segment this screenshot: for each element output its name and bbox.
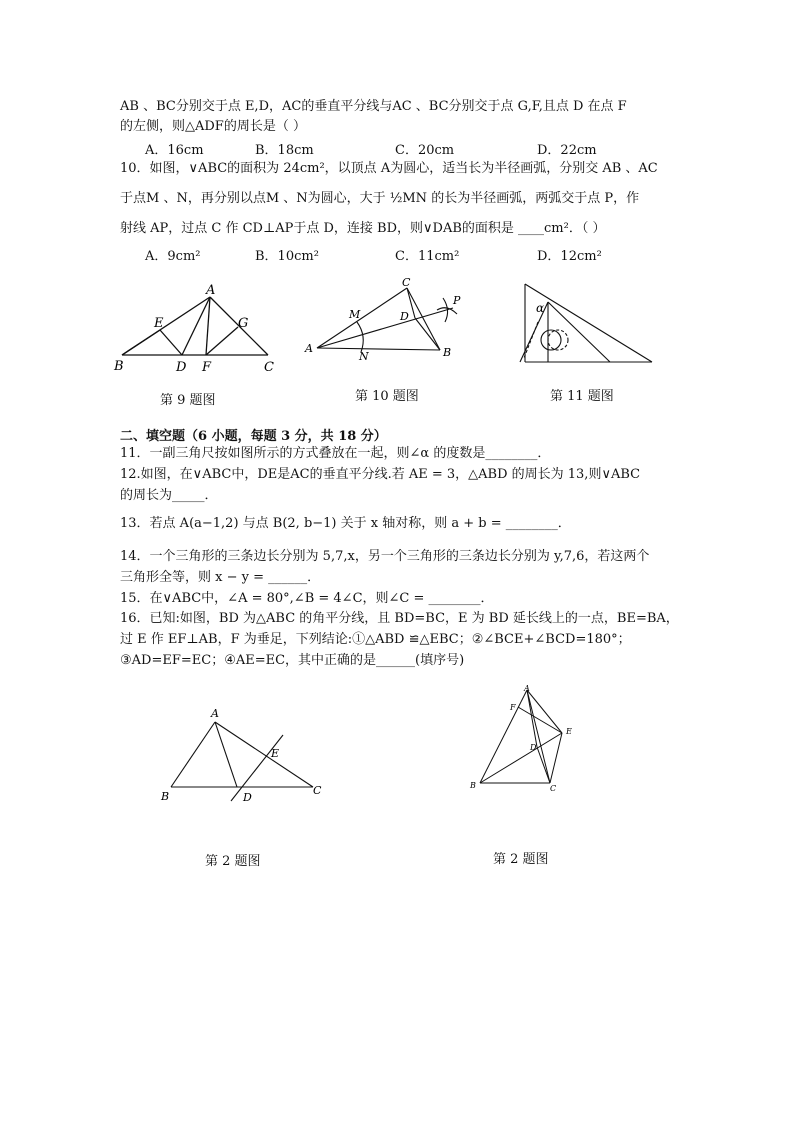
q16-text-line1: 16．已知:如图，BD 为△ABC 的角平分线，且 BD=BC，E 为 BD 延长线上的一点，BE=BA， xyxy=(120,611,679,626)
fig10-caption: 第 10 题图 xyxy=(355,389,419,404)
figL-label-d: D xyxy=(243,791,252,804)
q15-text: 15．在∨ABC中，∠A = 80°,∠B = 4∠C，则∠C = ________． xyxy=(120,591,494,606)
q9-option-b: B．18cm xyxy=(255,143,314,158)
figure-left-bottom xyxy=(155,705,335,815)
q16-text-line2: 过 E 作 EF⊥AB，F 为垂足，下列结论:①△ABD ≌△EBC；②∠BCE+∠BCD=180°； xyxy=(120,632,631,647)
fig11-caption: 第 11 题图 xyxy=(550,389,614,404)
figure-9 xyxy=(110,285,280,380)
fig10-label-a: A xyxy=(305,342,313,355)
q10-option-b: B．10cm² xyxy=(255,249,319,264)
q9-text-line1: AB 、BC分别交于点 E,D，AC的垂直平分线与AC 、BC分别交于点 G,F,且点 D 在点 F xyxy=(120,99,627,114)
figL-label-e: E xyxy=(271,747,280,760)
section-2-heading: 二、填空题（6 小题，每题 3 分，共 18 分） xyxy=(120,429,387,444)
q10-text-line3: 射线 AP，过点 C 作 CD⊥AP于点 D，连接 BD，则∨DAB的面积是 ____cm²．（ ） xyxy=(120,221,606,236)
q14-text-line1: 14．一个三角形的三条边长分别为 5,7,x，另一个三角形的三条边长分别为 y,7,6，若这两个 xyxy=(120,549,650,564)
fig9-label-d: D xyxy=(176,360,187,375)
figR-label-b: B xyxy=(470,781,476,790)
fig9-label-b: B xyxy=(114,359,124,374)
fig10-label-c: C xyxy=(402,276,411,289)
figR-label-e: E xyxy=(566,727,572,736)
figR-label-d: D xyxy=(530,743,537,752)
q10-text-line2: 于点M 、N，再分别以点M 、N为圆心，大于 ½MN 的长为半径画弧，两弧交于点 P，作 xyxy=(120,191,640,206)
figL-label-c: C xyxy=(313,784,322,797)
figure-10 xyxy=(305,276,470,365)
fig10-label-m: M xyxy=(349,308,361,321)
q12-text-line1: 12.如图，在∨ABC中，DE是AC的垂直平分线.若 AE = 3，△ABD 的周长为 13,则∨ABC xyxy=(120,467,641,482)
figR-label-a: A xyxy=(524,684,530,693)
fig9-label-c: C xyxy=(264,360,274,375)
fig10-label-d: D xyxy=(400,310,409,323)
q13-text: 13．若点 A(a−1,2) 与点 B(2, b−1) 关于 x 轴对称，则 a + b = ________． xyxy=(120,516,571,531)
fig11-label-alpha: α xyxy=(536,301,545,315)
figure-right-bottom xyxy=(462,682,592,802)
q12-text-line2: 的周长为_____． xyxy=(120,488,218,503)
q9-option-a: A．16cm xyxy=(145,143,204,158)
fig10-label-b: B xyxy=(443,346,452,359)
fig9-label-g: G xyxy=(238,316,249,331)
figR-label-f: F xyxy=(510,703,516,712)
q9-text-line2: 的左侧，则△ADF的周长是（ ） xyxy=(120,119,306,134)
q10-text-line1: 10．如图，∨ABC的面积为 24cm²，以顶点 A为圆心，适当长为半径画弧，分别交 AB 、AC xyxy=(120,161,658,176)
fig9-caption: 第 9 题图 xyxy=(160,393,216,408)
fig9-label-a: A xyxy=(206,283,216,298)
figure-11 xyxy=(510,280,660,370)
q10-option-a: A．9cm² xyxy=(145,249,201,264)
q10-option-c: C．11cm² xyxy=(395,249,460,264)
figL-label-b: B xyxy=(161,790,170,803)
q16-text-line3: ③AD=EF=EC；④AE=EC，其中正确的是______(填序号) xyxy=(120,653,465,668)
fig10-label-n: N xyxy=(359,350,369,363)
q9-option-d: D．22cm xyxy=(537,143,597,158)
q14-text-line2: 三角形全等，则 x − y = ______． xyxy=(120,570,321,585)
fig9-label-e: E xyxy=(154,316,164,331)
q10-option-d: D．12cm² xyxy=(537,249,602,264)
fig10-label-p: P xyxy=(453,294,461,307)
figL-caption: 第 2 题图 xyxy=(205,854,261,869)
q11-text: 11．一副三角尺按如图所示的方式叠放在一起，则∠α 的度数是________． xyxy=(120,446,551,461)
figR-caption: 第 2 题图 xyxy=(493,852,549,867)
figL-label-a: A xyxy=(211,707,219,720)
q9-option-c: C．20cm xyxy=(395,143,455,158)
fig9-label-f: F xyxy=(202,360,212,375)
figR-label-c: C xyxy=(550,784,557,793)
